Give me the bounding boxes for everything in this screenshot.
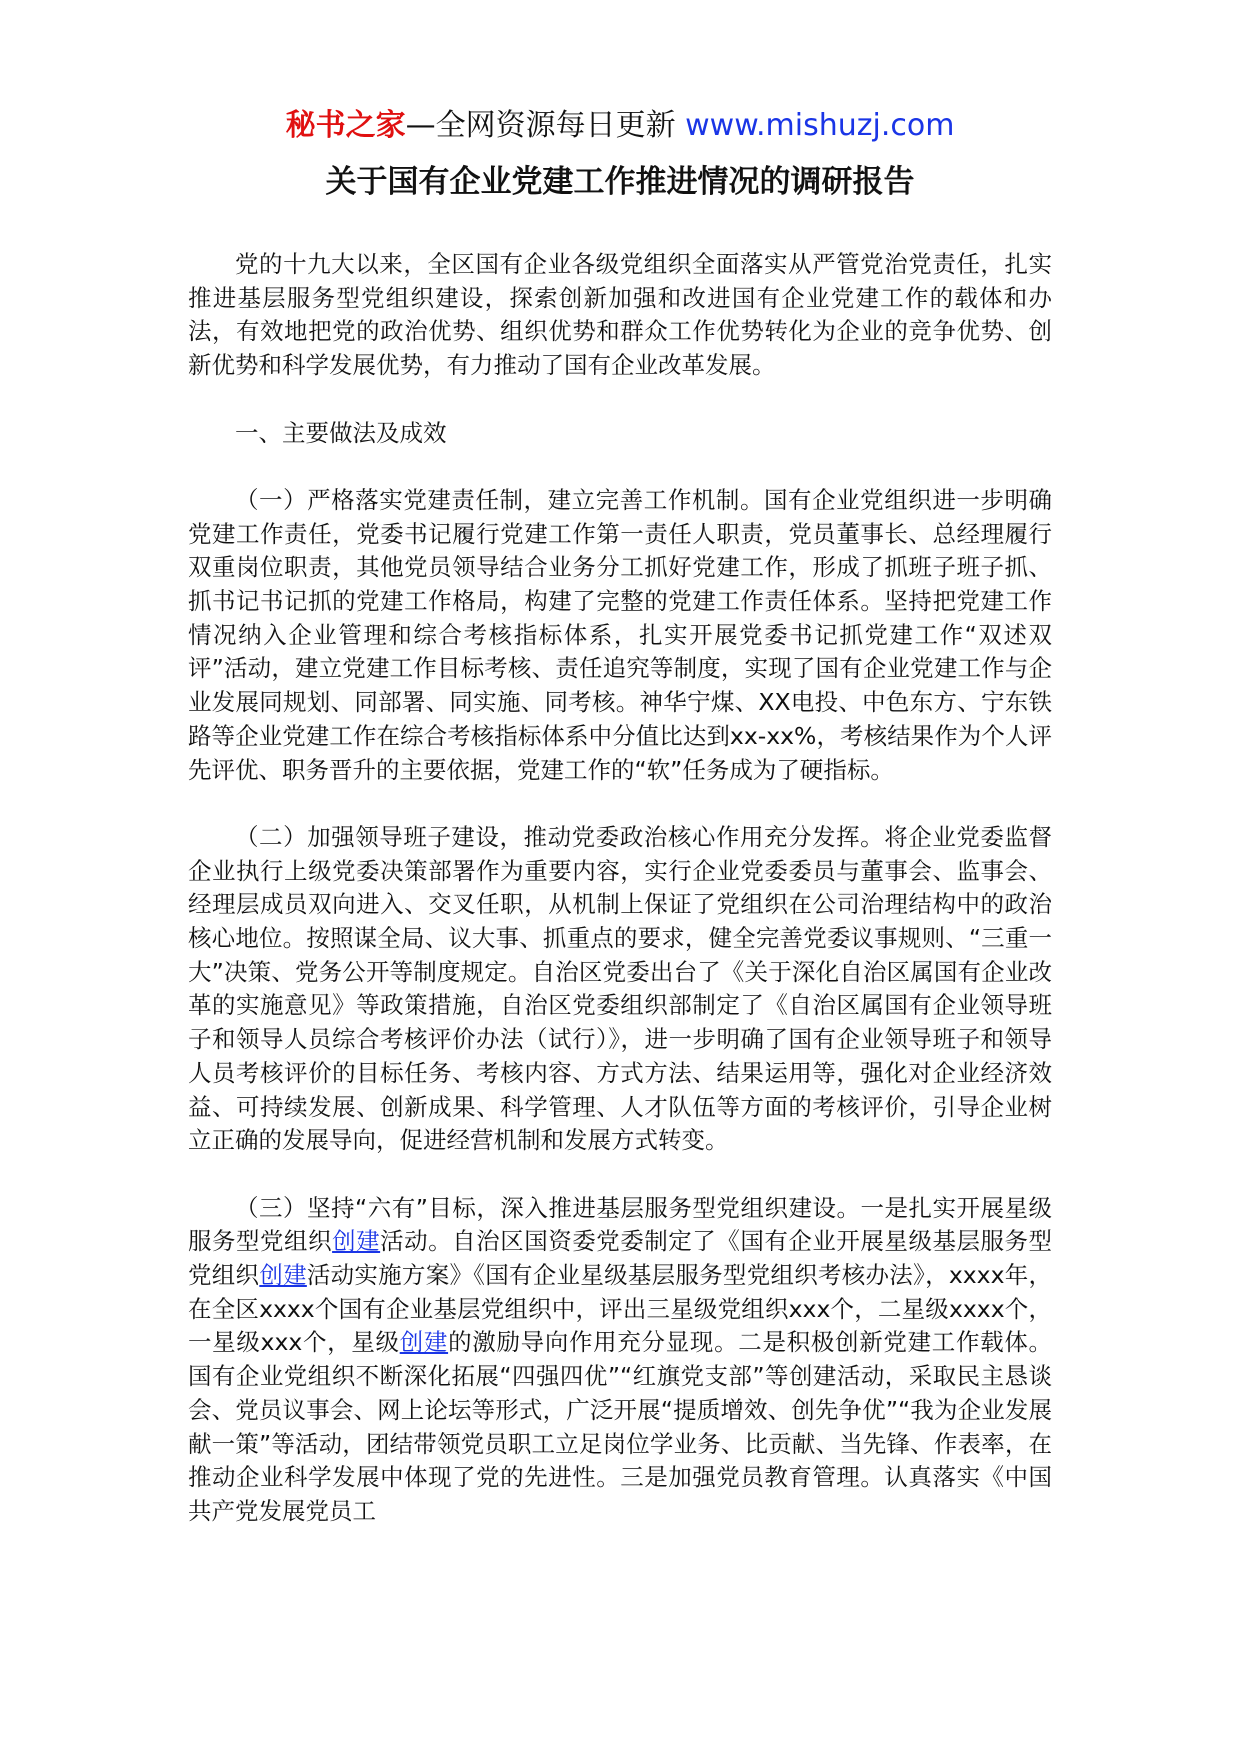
paragraph-2: （二）加强领导班子建设，推动党委政治核心作用充分发挥。将企业党委监督企业执行上级党委决策部署作为重要内容，实行企业党委委员与董事会、监事会、经理层成员双向进入、交叉任职，从机制上保证了党组织在公司治理结构中的政治核心地位。按照谋全局、议大事、抓重点的要求，健全完善党委议事规则、“三重一大”决策、党务公开等制度规定。自治区党委出台了《关于深化自治区属国有企业改革的实施意见》等政策措施，自治区党委组织部制定了《自治区属国有企业领导班子和领导人员综合考核评价办法（试行）》，进一步明确了国有企业领导班子和领导人员考核评价的目标任务、考核内容、方式方法、结果运用等，强化对企业经济效益、可持续发展、创新成果、科学管理、人才队伍等方面的考核评价，引导企业树立正确的发展导向，促进经营机制和发展方式转变。 (188, 822, 1052, 1155)
document-title: 关于国有企业党建工作推进情况的调研报告 (325, 164, 915, 200)
paragraph-3-text: （三）坚持“六有”目标，深入推进基层服务型党组织建设。一是扎实开展星级服务型党组织 (188, 1193, 1052, 1256)
site-banner (0, 104, 1240, 148)
document-body (188, 248, 1052, 1562)
paragraph-3 (188, 1192, 1052, 1529)
paragraph-3-text: 活动。自治区国资委党委制定了《国有企业开展星级基层服务型党组织 (188, 1227, 1053, 1290)
create-link[interactable]: 创建 (399, 1328, 449, 1357)
paragraph-3-text: 活动实施方案》《国有企业星级基层服务型党组织考核办法》，xxxx年，在全区xxxx个国有企业基层党组织中，评出三星级党组织xxx个，二星级xxxx个，一星级xxx个，星级 (188, 1261, 1053, 1357)
paragraph-1: （一）严格落实党建责任制，建立完善工作机制。国有企业党组织进一步明确党建工作责任，党委书记履行党建工作第一责任人职责，党员董事长、总经理履行双重岗位职责，其他党员领导结合业务分工抓好党建工作，形成了抓班子班子抓、抓书记书记抓的党建工作格局，构建了完整的党建工作责任体系。坚持把党建工作情况纳入企业管理和综合考核指标体系，扎实开展党委书记抓党建工作“双述双评”活动，建立党建工作目标考核、责任追究等制度，实现了国有企业党建工作与企业发展同规划、同部署、同实施、同考核。神华宁煤、XX电投、中色东方、宁东铁路等企业党建工作在综合考核指标体系中分值比达到xx-xx%，考核结果作为个人评先评优、职务晋升的主要依据，党建工作的“软”任务成为了硬指标。 (188, 485, 1052, 784)
create-link[interactable]: 创建 (332, 1227, 381, 1256)
paragraph-3-text: 的激励导向作用充分显现。二是积极创新党建工作载体。国有企业党组织不断深化拓展“四强四优”“红旗党支部”等创建活动，采取民主恳谈会、党员议事会、网上论坛等形式，广泛开展“提质增效、创先争优”“我为企业发展献一策”等活动，团结带领党员职工立足岗位学业务、比贡献、当先锋、作表率，在推动企业科学发展中体现了党的先进性。三是加强党员教育管理。认真落实《中国共产党发展党员工 (188, 1328, 1053, 1525)
brand-name: 秘书之家 (285, 108, 406, 143)
site-url[interactable]: www.mishuzj.com (685, 108, 955, 143)
intro-paragraph: 党的十九大以来，全区国有企业各级党组织全面落实从严管党治党责任，扎实推进基层服务型党组织建设，探索创新加强和改进国有企业党建工作的载体和办法，有效地把党的政治优势、组织优势和群众工作优势转化为企业的竞争优势、创新优势和科学发展优势，有力推动了国有企业改革发展。 (188, 250, 1052, 380)
section-heading: 一、主要做法及成效 (235, 418, 447, 447)
banner-tagline: —全网资源每日更新 (405, 108, 676, 143)
create-link[interactable]: 创建 (259, 1261, 307, 1290)
